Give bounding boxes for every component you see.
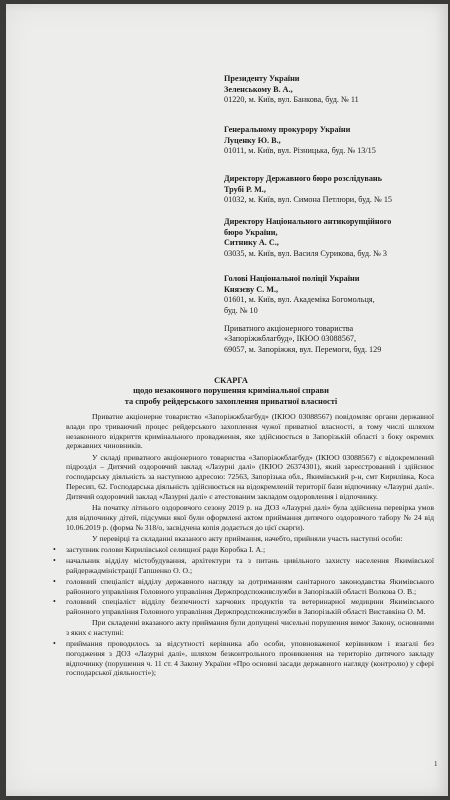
participants-list [53,545,434,617]
list-item: • головний спеціаліст відділу безпечності харчових продуктів та ветеринарної медицини Якимівського районного управління Головного управління Держпродспоживслужби в Запорізькій області Виставкіна О. М. [53,597,434,617]
list-item: • головний спеціаліст відділу державного нагляду за дотриманням санітарного законодавства Якимівського районного управління Головного управління Держпродспоживслужби в Запорізькій області Волкова О. В.; [53,576,434,596]
recipient-name: Зеленському В. А., [224,84,293,94]
paragraph: У перевірці та складанні вказаного акту приймання, начебто, прийняли участь наступні особи: [92,534,403,544]
recipient-president [224,74,424,106]
recipient-name: Трубі Р. М., [224,184,266,194]
bullet-icon: • [53,597,56,607]
recipient-address-cont: буд. № 10 [224,305,258,315]
list-item: • заступник голови Кирилівської селищної ради Коробка І. А.; [53,545,266,555]
title-main: СКАРГА [214,376,248,385]
recipient-address: 01220, м. Київ, вул. Банкова, буд. № 11 [224,95,359,105]
recipient-title: Президенту України [224,74,300,83]
recipient-nabu [224,217,424,259]
recipient-title: Директору Державного бюро розслідувань [224,174,382,183]
paragraph: При складенні вказаного акту приймання були допущені чисельні порушення вимог Закону, основними з яких є наступні: [66,617,434,637]
document-page [6,4,448,796]
recipient-police [224,274,424,316]
recipient-name: Ситнику А. С., [224,238,279,248]
page-number: 1 [434,760,438,768]
recipient-title: Директору Національного антикорупційного [224,217,392,226]
document-title [66,376,396,407]
violations-list [53,639,434,678]
recipient-dbr [224,174,424,206]
list-item: • начальник відділу містобудування, архітектури та з питань цивільного захисту населення Якимівської райдержадміністрації Гапшенко О. О.; [53,556,434,575]
bullet-icon: • [53,556,56,566]
bullet-icon: • [53,576,56,586]
recipient-prosecutor [224,125,424,157]
recipient-address: 01032, м. Київ, вул. Симона Петлюри, буд. № 15 [224,195,393,205]
list-item: • приймання проводилось за відсутності керівника або особи, уповноваженої керівником і взагалі без погодження з ДОЗ «Лазурні далі», шляхом безконтрольного проникнення на територію дитячого закладу відпочинку (порушення ч. 11 ст. 4 Закону України «Про основні засади державного нагляду (контролю) у сфері господарської діяльності»); [53,639,434,678]
recipient-title: Голові Національної поліції України [224,274,360,283]
paragraph: На початку літнього оздоровчого сезону 2019 р. на ДОЗ «Лазурні далі» була здійснена перевірка умов для відпочинку дітей, підсумки якої були оформлені актом приймання дитячого оздоровчого табору № 24 від 10.06.2019 р. (форма № 318/о, засвідчена копія додається до цієї скарги). [66,503,434,532]
sender-line: Приватного акціонерного товариства [224,324,354,333]
sender-line: «Запоріжжблагбуд», ІКЮО 03088567, [224,334,357,344]
paragraph: Приватне акціонерне товариство «Запоріжжблагбуд» (ІКЮО 03088567) повідомляє органи державної влади про триваючий процес рейдерського захоплення чужої приватної власності, в тому числі шляхом незаконного відкриття кримінального провадження, яке здійснюється в Запорізькій області з боку окремих державних чиновників. [66,412,434,451]
document-body [53,412,434,679]
recipient-title-cont: бюро України, [224,227,278,237]
recipient-address: 01011, м. Київ, вул. Різницька, буд. № 13/15 [224,146,376,156]
bullet-icon: • [53,545,56,555]
recipient-address: 03035, м. Київ, вул. Василя Сурикова, буд. № 3 [224,248,388,258]
bullet-icon: • [53,639,56,649]
recipient-name: Луценку Ю. В., [224,135,281,145]
recipient-address: 01601, м. Київ, вул. Академіка Богомольця, [224,295,375,305]
sender-line: 69057, м. Запоріжжя, вул. Перемоги, буд. 129 [224,344,382,354]
title-subtitle: щодо незаконного порушення кримінальної справи [133,386,329,396]
paragraph: У складі приватного акціонерного товариства «Запоріжжблагбуд» (ІКЮО 03088567) є відокремлений підрозділ – Дитячий оздоровчий заклад «Лазурні далі» (ІКЮО 26374301), який зареєстрований і здійснює господарську діяльність за наступною адресою: 72563, Запорізька обл., Якимівський р-н, смт Кирилівка, Коса Пересип, 62. Господарська діяльність здійснюється на відокремленій території бази відпочинку «Лазурні далі». Дитячий оздоровчий заклад «Лазурні далі» є атестованим закладом оздоровлення і відпочинку. [66,452,434,501]
recipient-title: Генеральному прокурору України [224,125,351,134]
recipient-name: Князєву С. М., [224,284,279,294]
title-subtitle: та спробу рейдерського захоплення приватної власності [124,396,338,406]
sender-block [224,324,434,355]
